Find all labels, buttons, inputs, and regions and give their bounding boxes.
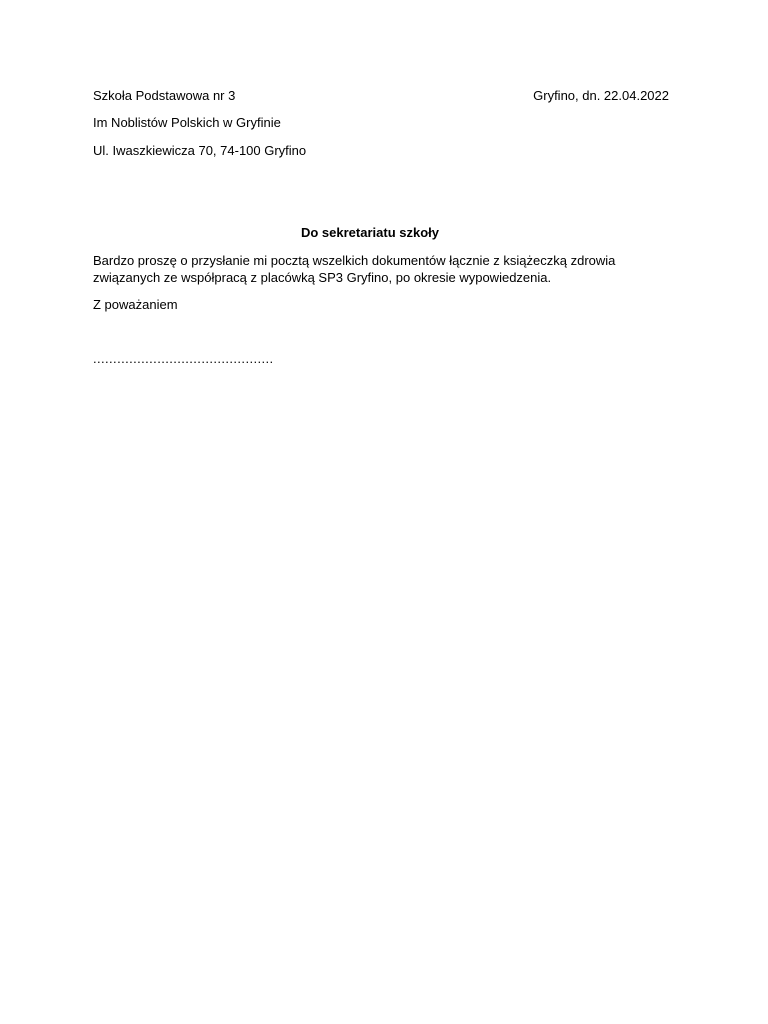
letter-body (93, 252, 653, 286)
sender-address: Ul. Iwaszkiewicza 70, 74-100 Gryfino (93, 143, 307, 158)
sender-school-name: Szkoła Podstawowa nr 3 (93, 88, 236, 103)
body-line: Bardzo proszę o przysłanie mi pocztą wszelkich dokumentów łącznie z książeczką zdrowia (93, 253, 616, 268)
sender-school-patron: Im Noblistów Polskich w Gryfinie (93, 115, 281, 130)
letter-heading: Do sekretariatu szkoły (300, 225, 439, 240)
place-and-date: Gryfino, dn. 22.04.2022 (533, 88, 669, 103)
closing-phrase: Z poważaniem (93, 297, 178, 312)
body-line: związanych ze współpracą z placówką SP3 Gryfino, po okresie wypowiedzenia. (93, 270, 552, 285)
signature-line: ............................................. (93, 351, 274, 366)
letter-header (93, 88, 669, 104)
